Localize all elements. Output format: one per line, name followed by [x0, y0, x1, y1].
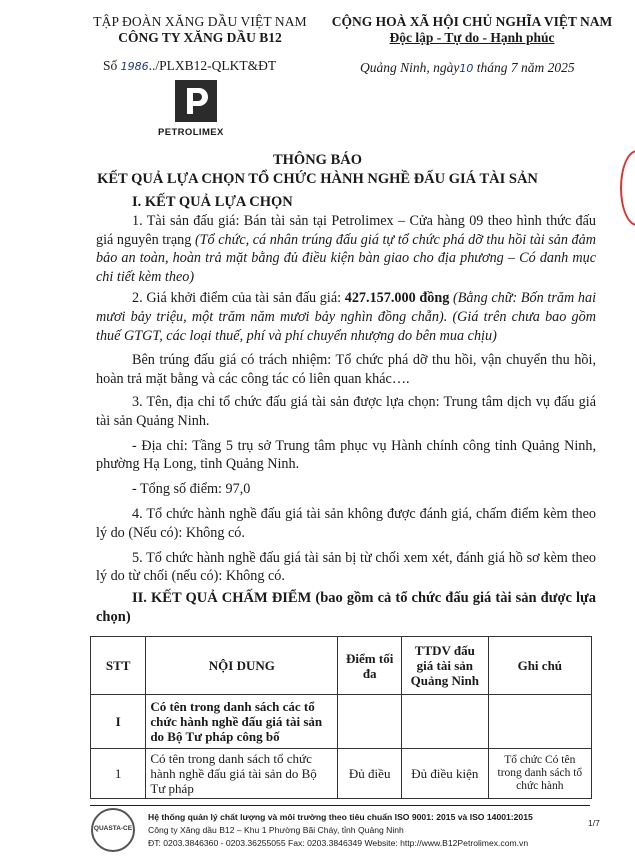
winner-responsibility: Bên trúng đấu giá có trách nhiệm: Tổ chức phá dỡ thu hồi, vận chuyển thu hồi, hoàn trả mặt bằng và các công tác có liên quan khác….	[96, 352, 596, 388]
col-header: Ghi chú	[488, 637, 591, 695]
item-3: 3. Tên, địa chỉ tổ chức đấu giá tài sản được lựa chọn: Trung tâm dịch vụ đấu giá tài sản Quảng Ninh.	[96, 393, 596, 429]
table-header-row	[91, 637, 592, 695]
col-header: Điểm tối đa	[338, 637, 402, 695]
item-5: 5. Tổ chức hành nghề đấu giá tài sản bị từ chối xem xét, đánh giá hồ sơ kèm theo lý do từ chối (nếu có): Không có.	[96, 549, 596, 585]
issue-date	[360, 60, 575, 76]
table-cell: I	[91, 695, 146, 749]
item-2	[96, 289, 596, 345]
logo-wordmark: PETROLIMEX	[158, 127, 224, 138]
document-title: THÔNG BÁO	[272, 152, 363, 168]
quasta-certification-icon	[91, 808, 135, 852]
section1-heading: I. KẾT QUẢ LỰA CHỌN	[132, 194, 293, 210]
table-cell: Tổ chức Có tên trong danh sách tổ chức hành	[488, 749, 591, 799]
footer-iso: Hệ thống quản lý chất lượng và môi trường theo tiêu chuẩn ISO 9001: 2015 và ISO 14001:2015	[148, 812, 533, 822]
document-number	[103, 58, 276, 74]
table-cell: Có tên trong danh sách các tổ chức hành nghề đấu giá tài sản do Bộ Tư pháp công bố	[146, 695, 338, 749]
table-cell: Đủ điều kiện	[402, 749, 489, 799]
document-body	[96, 193, 596, 627]
table-row	[91, 695, 592, 749]
table-cell: 1	[91, 749, 146, 799]
item-1-text: 1. Tài sản đấu giá: Bán tài sản tại Petrolimex – Cửa hàng 09 theo hình thức đấu giá nguyên trạng	[96, 212, 596, 248]
item-2-text: 2. Giá khởi điểm của tài sản đấu giá:	[132, 289, 345, 306]
item-2-note: (Bằng chữ: Bốn trăm hai mươi bảy triệu, một trăm năm mươi bảy nghìn đồng chẵn). (Giá trên chưa bao gồm thuế GTGT, các loại thuế, phí và phí chuyển nhượng do bên mua chịu)	[96, 289, 597, 344]
auction-address: - Địa chỉ: Tầng 5 trụ sở Trung tâm phục vụ Hành chính công tỉnh Quảng Ninh, phường Hạ Long, tỉnh Quảng Ninh.	[96, 437, 596, 473]
table-cell: Có tên trong danh sách tổ chức hành nghề đấu giá tài sản do Bộ Tư pháp	[146, 749, 338, 799]
national-header	[322, 14, 622, 46]
table-cell	[488, 695, 591, 749]
parent-org: TẬP ĐOÀN XĂNG DẦU VIỆT NAM	[93, 14, 307, 29]
col-header: NỘI DUNG	[146, 637, 338, 695]
scoring-table	[90, 636, 592, 799]
item-1	[96, 212, 596, 287]
starting-price: 427.157.000	[344, 289, 416, 306]
number-prefix: Số	[103, 58, 118, 73]
number-handwritten: 1986	[120, 60, 149, 73]
footer-contact: ĐT: 0203.3846360 - 0203.36255055 Fax: 0203.3846349 Website: http://www.B12Petrolimex.com.vn	[148, 838, 529, 848]
item-1-note: (Tổ chức, cá nhân trúng đấu giá tự tổ chức phá dỡ thu hồi tài sản đảm bảo an toàn, hoàn trả mặt bằng đủ điều kiện bàn giao cho địa phương – Có danh mục chi tiết kèm theo)	[96, 231, 596, 286]
table-row	[91, 749, 592, 799]
date-suffix: tháng 7 năm 2025	[476, 60, 575, 75]
item-4: 4. Tổ chức hành nghề đấu giá tài sản không được đánh giá, chấm điểm kèm theo lý do (Nếu có): Không có.	[96, 505, 596, 541]
price-unit: đồng	[415, 289, 453, 306]
date-prefix: Quảng Ninh, ngày	[360, 60, 460, 75]
motto: Độc lập - Tự do - Hạnh phúc	[389, 30, 555, 45]
table-cell	[402, 695, 489, 749]
footer-address: Công ty Xăng dầu B12 – Khu 1 Phường Bãi Cháy, tỉnh Quảng Ninh	[148, 825, 404, 835]
page-number: 1/7	[588, 818, 600, 828]
date-handwritten: 10	[459, 62, 474, 75]
col-header: STT	[91, 637, 146, 695]
number-suffix: ../PLXB12-QLKT&ĐT	[148, 58, 277, 73]
quasta-logo-text: QUASTA-CE	[93, 825, 133, 832]
org-header	[70, 14, 330, 46]
company-name: CÔNG TY XĂNG DẦU B12	[118, 30, 282, 45]
country-name: CỘNG HOÀ XÃ HỘI CHỦ NGHĨA VIỆT NAM	[331, 14, 613, 29]
section2-heading: II. KẾT QUẢ CHẤM ĐIỂM (bao gồm cả tổ chức đấu giá tài sản được lựa chọn)	[96, 590, 596, 625]
footer-divider	[90, 805, 590, 806]
petrolimex-logo-icon	[175, 80, 217, 122]
table-cell: Đủ điều	[338, 749, 402, 799]
document-subtitle: KẾT QUẢ LỰA CHỌN TỔ CHỨC HÀNH NGHỀ ĐẤU GIÁ TÀI SẢN	[97, 171, 538, 187]
col-header: TTDV đấu giá tài sản Quảng Ninh	[402, 637, 489, 695]
total-score: - Tổng số điểm: 97,0	[132, 481, 251, 498]
table-cell	[338, 695, 402, 749]
